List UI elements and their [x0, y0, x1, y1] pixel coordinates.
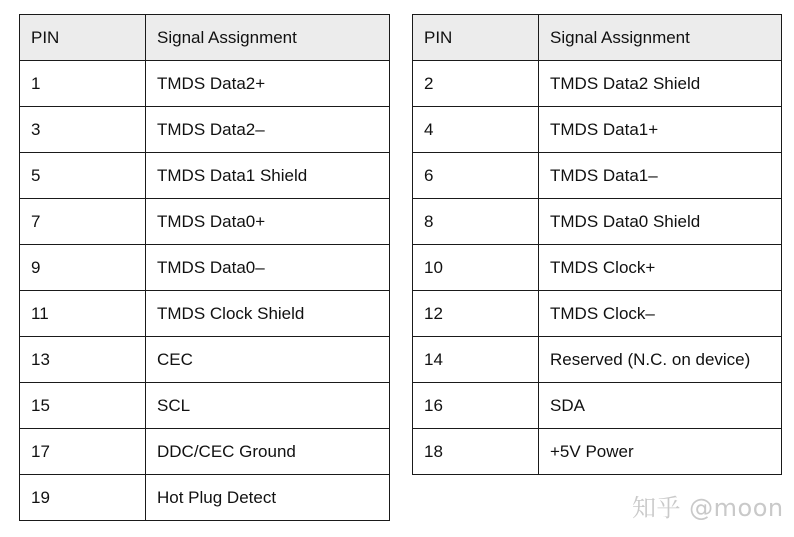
pin-number: 6	[413, 153, 539, 199]
pin-number: 1	[20, 61, 146, 107]
pin-number: 13	[20, 337, 146, 383]
pin-number: 10	[413, 245, 539, 291]
table-row	[20, 153, 390, 199]
pin-number: 19	[20, 475, 146, 521]
signal-name: TMDS Data2 Shield	[539, 61, 782, 107]
header-signal-assignment: Signal Assignment	[539, 15, 782, 61]
pin-number: 2	[413, 61, 539, 107]
signal-name: TMDS Data0 Shield	[539, 199, 782, 245]
table-header-row	[20, 15, 390, 61]
table-row	[413, 291, 782, 337]
watermark: 知乎 @moon	[632, 494, 784, 522]
table-row	[413, 337, 782, 383]
pin-number: 7	[20, 199, 146, 245]
table-row	[20, 429, 390, 475]
signal-name: TMDS Data2–	[146, 107, 390, 153]
pin-number: 8	[413, 199, 539, 245]
pin-number: 18	[413, 429, 539, 475]
table-row	[413, 383, 782, 429]
signal-name: TMDS Data1–	[539, 153, 782, 199]
table-row	[413, 429, 782, 475]
table-row	[20, 383, 390, 429]
signal-name: TMDS Clock–	[539, 291, 782, 337]
pin-number: 5	[20, 153, 146, 199]
signal-name: Hot Plug Detect	[146, 475, 390, 521]
table-row	[413, 107, 782, 153]
table-row	[20, 475, 390, 521]
signal-name: TMDS Data0+	[146, 199, 390, 245]
table-row	[20, 61, 390, 107]
table-row	[413, 199, 782, 245]
header-signal-assignment: Signal Assignment	[146, 15, 390, 61]
signal-name: TMDS Data1 Shield	[146, 153, 390, 199]
pin-table-left	[19, 14, 390, 521]
signal-name: Reserved (N.C. on device)	[539, 337, 782, 383]
pin-table-right	[412, 14, 782, 475]
signal-name: DDC/CEC Ground	[146, 429, 390, 475]
table-row	[20, 337, 390, 383]
signal-name: TMDS Data1+	[539, 107, 782, 153]
pin-number: 14	[413, 337, 539, 383]
pin-number: 3	[20, 107, 146, 153]
signal-name: SDA	[539, 383, 782, 429]
table-row	[20, 199, 390, 245]
signal-name: TMDS Clock+	[539, 245, 782, 291]
table-row	[20, 245, 390, 291]
table-row	[413, 153, 782, 199]
signal-name: TMDS Data2+	[146, 61, 390, 107]
pin-number: 4	[413, 107, 539, 153]
table-row	[413, 245, 782, 291]
signal-name: TMDS Clock Shield	[146, 291, 390, 337]
header-pin: PIN	[20, 15, 146, 61]
table-header-row	[413, 15, 782, 61]
signal-name: SCL	[146, 383, 390, 429]
signal-name: TMDS Data0–	[146, 245, 390, 291]
signal-name: +5V Power	[539, 429, 782, 475]
table-row	[20, 107, 390, 153]
pin-number: 11	[20, 291, 146, 337]
signal-name: CEC	[146, 337, 390, 383]
pin-number: 17	[20, 429, 146, 475]
header-pin: PIN	[413, 15, 539, 61]
pin-number: 16	[413, 383, 539, 429]
table-row	[413, 61, 782, 107]
table-row	[20, 291, 390, 337]
pin-number: 9	[20, 245, 146, 291]
pin-number: 15	[20, 383, 146, 429]
pin-number: 12	[413, 291, 539, 337]
